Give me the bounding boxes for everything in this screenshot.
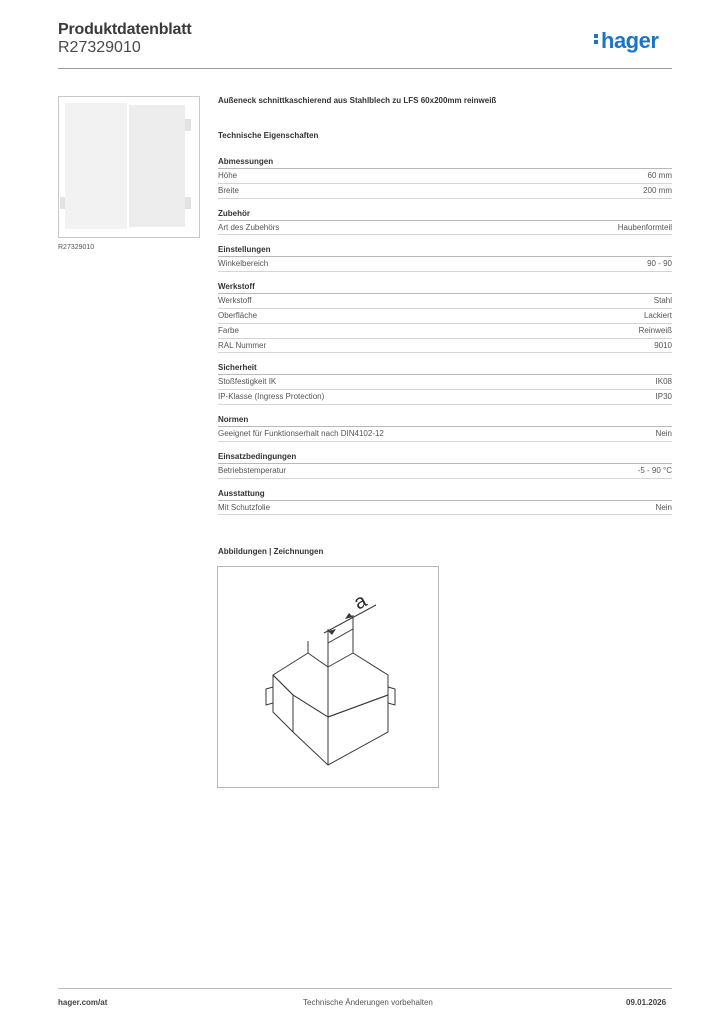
property-label: Betriebstemperatur xyxy=(218,465,287,475)
property-label: RAL Nummer xyxy=(218,340,267,350)
property-value: Nein xyxy=(655,428,672,438)
footer-disclaimer: Technische Änderungen vorbehalten xyxy=(303,998,433,1007)
footer-website-link[interactable]: hager.com/at xyxy=(58,998,108,1007)
property-section xyxy=(218,281,672,353)
product-code: R27329010 xyxy=(58,39,141,56)
property-label: IP-Klasse (Ingress Protection) xyxy=(218,392,325,402)
property-section xyxy=(218,156,672,199)
logo-text: hager xyxy=(601,28,659,53)
property-row xyxy=(218,257,672,272)
property-label: Höhe xyxy=(218,171,238,180)
section-title: Normen xyxy=(218,414,672,427)
drawings-title: Abbildungen | Zeichnungen xyxy=(218,547,324,556)
property-label: Mit Schutzfolie xyxy=(218,502,271,512)
property-value: -5 - 90 °C xyxy=(637,465,672,475)
properties-list xyxy=(218,156,672,524)
product-description: Außeneck schnittkaschierend aus Stahlblech zu LFS 60x200mm reinweiß xyxy=(218,96,497,105)
header-divider xyxy=(58,68,672,69)
property-section xyxy=(218,244,672,272)
property-section xyxy=(218,208,672,236)
property-section xyxy=(218,451,672,479)
section-title: Einstellungen xyxy=(218,244,672,257)
property-row xyxy=(218,294,672,309)
property-label: Art des Zubehörs xyxy=(218,222,280,232)
technical-drawing xyxy=(217,566,439,788)
property-row xyxy=(218,169,672,184)
property-value: 90 - 90 xyxy=(647,259,672,269)
page-title: Produktdatenblatt xyxy=(58,21,192,38)
property-section xyxy=(218,488,672,516)
property-section xyxy=(218,362,672,405)
property-label: Breite xyxy=(218,185,239,195)
property-label: Oberfläche xyxy=(218,310,258,320)
corner-drawing-icon xyxy=(218,567,438,787)
property-row xyxy=(218,309,672,324)
section-title: Zubehör xyxy=(218,208,672,221)
property-row xyxy=(218,339,672,354)
property-value: IK08 xyxy=(655,377,672,387)
product-image-caption: R27329010 xyxy=(58,244,95,251)
property-label: Werkstoff xyxy=(218,296,252,306)
property-row xyxy=(218,375,672,390)
property-value: Reinweiß xyxy=(638,325,672,335)
property-label: Geeignet für Funktionserhalt nach DIN4102-12 xyxy=(218,428,384,438)
property-label: Farbe xyxy=(218,325,239,335)
property-row xyxy=(218,501,672,516)
property-value: Stahl xyxy=(653,296,672,306)
property-value: Nein xyxy=(655,502,672,512)
property-row xyxy=(218,184,672,199)
section-title: Werkstoff xyxy=(218,281,672,294)
property-row xyxy=(218,464,672,479)
section-title: Sicherheit xyxy=(218,362,672,375)
hager-logo[interactable] xyxy=(594,28,658,54)
section-title: Einsatzbedingungen xyxy=(218,451,672,464)
property-section xyxy=(218,414,672,442)
property-value: 60 mm xyxy=(647,171,672,180)
property-row xyxy=(218,221,672,236)
property-value: 9010 xyxy=(654,340,672,350)
logo-dots-icon xyxy=(594,32,599,46)
property-value: 200 mm xyxy=(643,185,672,195)
property-label: Stoßfestigkeit IK xyxy=(218,377,277,387)
section-title: Ausstattung xyxy=(218,488,672,501)
product-image xyxy=(58,96,200,238)
dimension-label: a xyxy=(350,589,371,615)
property-row xyxy=(218,324,672,339)
tech-properties-title: Technische Eigenschaften xyxy=(218,131,319,140)
property-value: IP30 xyxy=(655,392,672,402)
property-value: Haubenformteil xyxy=(617,222,672,232)
footer-date: 09.01.2026 xyxy=(626,998,667,1007)
property-value: Lackiert xyxy=(643,310,672,320)
property-row xyxy=(218,427,672,442)
property-row xyxy=(218,390,672,405)
section-title: Abmessungen xyxy=(218,156,672,169)
footer-divider xyxy=(58,988,672,989)
property-label: Winkelbereich xyxy=(218,259,269,269)
